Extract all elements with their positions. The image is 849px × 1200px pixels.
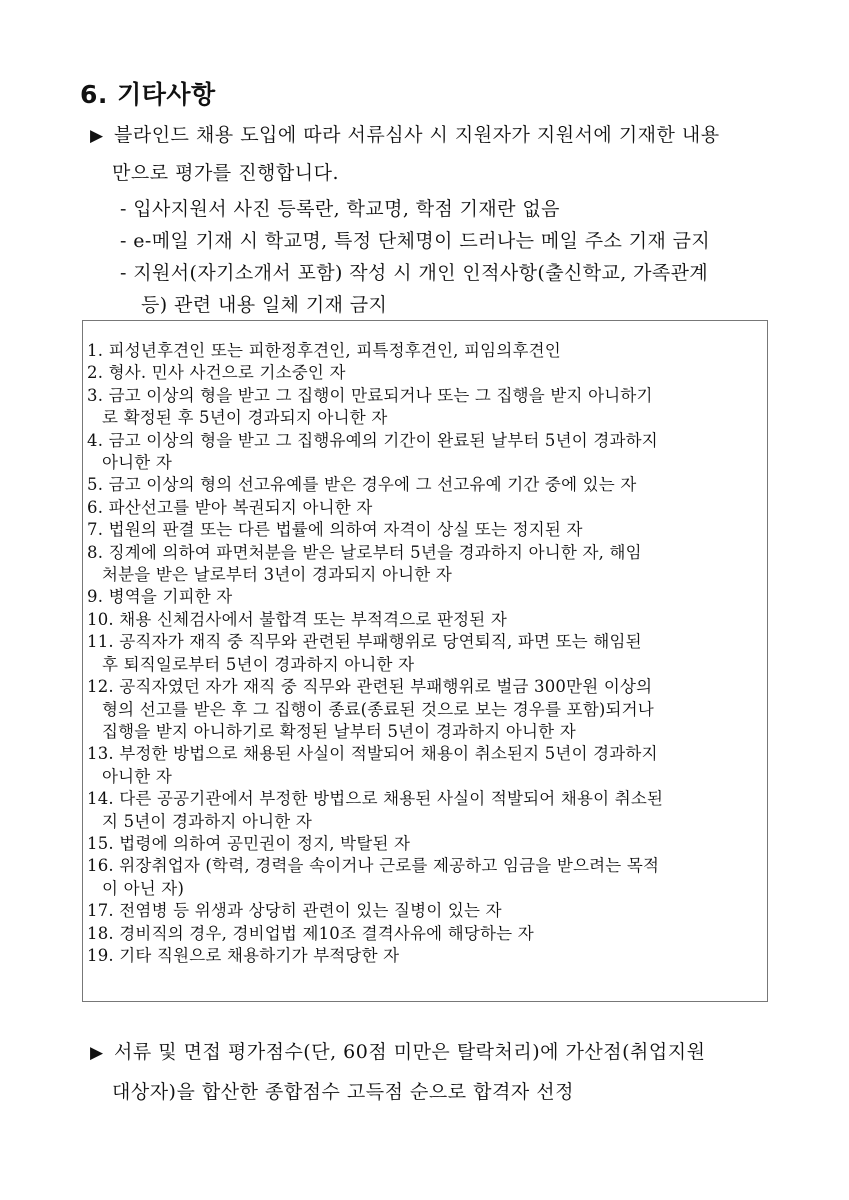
item-line: 8. 징계에 의하여 파면처분을 받은 날로부터 5년을 경과하지 아니한 자, 해임 (87, 542, 642, 562)
item-line: 7. 법원의 판결 또는 다른 법률에 의하여 자격이 상실 또는 정지된 자 (87, 520, 583, 540)
item-line-continuation: 처분을 받은 날로부터 3년이 경과되지 아니한 자 (102, 565, 453, 585)
item-line: 2. 형사. 민사 사건으로 기소중인 자 (87, 363, 346, 383)
triangle-bullet-icon: ▶ (90, 126, 104, 146)
item-line: 11. 공직자가 재직 중 직무와 관련된 부패행위로 당연퇴직, 파면 또는 해임된 (87, 632, 642, 652)
disqualification-item (87, 519, 765, 541)
disqualification-item (87, 788, 765, 833)
item-line-continuation: 지 5년이 경과하지 아니한 자 (102, 811, 313, 831)
disqualification-item (87, 743, 765, 788)
item-line: 16. 위장취업자 (학력, 경력을 속이거나 근로를 제공하고 임금을 받으려는 목적 (87, 856, 660, 876)
disqualification-item (87, 833, 765, 855)
paragraph-2-line-1 (90, 1037, 705, 1064)
item-line-continuation: 아니한 자 (102, 453, 173, 473)
disqualification-item (87, 631, 765, 676)
disqualification-item (87, 586, 765, 608)
dash-item: - e-메일 기재 시 학교명, 특정 단체명이 드러나는 메일 주소 기재 금지 (120, 230, 711, 252)
disqualification-box (82, 320, 768, 1002)
dash-item: - 입사지원서 사진 등록란, 학교명, 학점 기재란 없음 (120, 198, 560, 220)
paragraph-2-text-1: 서류 및 면접 평가점수(단, 60점 미만은 탈락처리)에 가산점(취업지원 (114, 1041, 706, 1063)
disqualification-item (87, 855, 765, 900)
item-line-continuation: 집행을 받지 아니하기로 확정된 날부터 5년이 경과하지 아니한 자 (102, 721, 576, 741)
item-line-continuation: 로 확정된 후 5년이 경과되지 아니한 자 (102, 408, 388, 428)
triangle-bullet-icon: ▶ (90, 1043, 104, 1063)
item-line-continuation: 아니한 자 (102, 766, 173, 786)
disqualification-item (87, 609, 765, 631)
item-line: 5. 금고 이상의 형의 선고유예를 받은 경우에 그 선고유예 기간 중에 있는 자 (87, 475, 637, 495)
item-line: 3. 금고 이상의 형을 받고 그 집행이 만료되거나 또는 그 집행을 받지 아니하기 (87, 385, 653, 405)
disqualification-item (87, 474, 765, 496)
disqualification-item (87, 497, 765, 519)
item-line-continuation: 후 퇴직일로부터 5년이 경과하지 아니한 자 (102, 654, 415, 674)
paragraph-2-line-2: 대상자)을 합산한 종합점수 고득점 순으로 합격자 선정 (112, 1081, 574, 1103)
disqualification-item (87, 430, 765, 475)
disqualification-item (87, 385, 765, 430)
item-line: 14. 다른 공공기관에서 부정한 방법으로 채용된 사실이 적발되어 채용이 취소된 (87, 789, 664, 809)
item-line: 17. 전염병 등 위생과 상당히 관련이 있는 질병이 있는 자 (87, 901, 502, 921)
disqualification-item (87, 900, 765, 922)
disqualification-list (87, 340, 765, 967)
item-line: 4. 금고 이상의 형을 받고 그 집행유예의 기간이 완료된 날부터 5년이 경과하지 (87, 430, 658, 450)
item-line: 15. 법령에 의하여 공민권이 정지, 박탈된 자 (87, 833, 411, 853)
disqualification-item (87, 945, 765, 967)
item-line-continuation: 형의 선고를 받은 후 그 집행이 종료(종료된 것으로 보는 경우를 포함)되거나 (102, 699, 654, 719)
item-line: 13. 부정한 방법으로 채용된 사실이 적발되어 채용이 취소된지 5년이 경과하지 (87, 744, 658, 764)
disqualification-item (87, 362, 765, 384)
disqualification-item (87, 676, 765, 743)
item-line: 6. 파산선고를 받아 복권되지 아니한 자 (87, 497, 373, 517)
item-line: 9. 병역을 기피한 자 (87, 587, 233, 607)
section-heading: 6. 기타사항 (80, 80, 216, 109)
item-line: 10. 채용 신체검사에서 불합격 또는 부적격으로 판정된 자 (87, 609, 508, 629)
item-line: 19. 기타 직원으로 채용하기가 부적당한 자 (87, 945, 400, 965)
paragraph-1-line-2: 만으로 평가를 진행합니다. (112, 162, 340, 184)
item-line: 12. 공직자였던 자가 재직 중 직무와 관련된 부패행위로 벌금 300만원 이상의 (87, 677, 653, 697)
item-line: 18. 경비직의 경우, 경비업법 제10조 결격사유에 해당하는 자 (87, 923, 534, 943)
paragraph-1-text-1: 블라인드 채용 도입에 따라 서류심사 시 지원자가 지원서에 기재한 내용 (114, 124, 720, 146)
paragraph-1-line-1 (90, 120, 720, 147)
item-line-continuation: 이 아닌 자) (102, 878, 185, 898)
disqualification-item (87, 542, 765, 587)
dash-list (120, 193, 710, 321)
disqualification-item (87, 340, 765, 362)
disqualification-item (87, 923, 765, 945)
dash-item-continuation: 등) 관련 내용 일체 기재 금지 (141, 294, 388, 316)
item-line: 1. 피성년후견인 또는 피한정후견인, 피특정후견인, 피임의후견인 (87, 341, 561, 360)
dash-item: - 지원서(자기소개서 포함) 작성 시 개인 인적사항(출신학교, 가족관계 (120, 262, 709, 284)
